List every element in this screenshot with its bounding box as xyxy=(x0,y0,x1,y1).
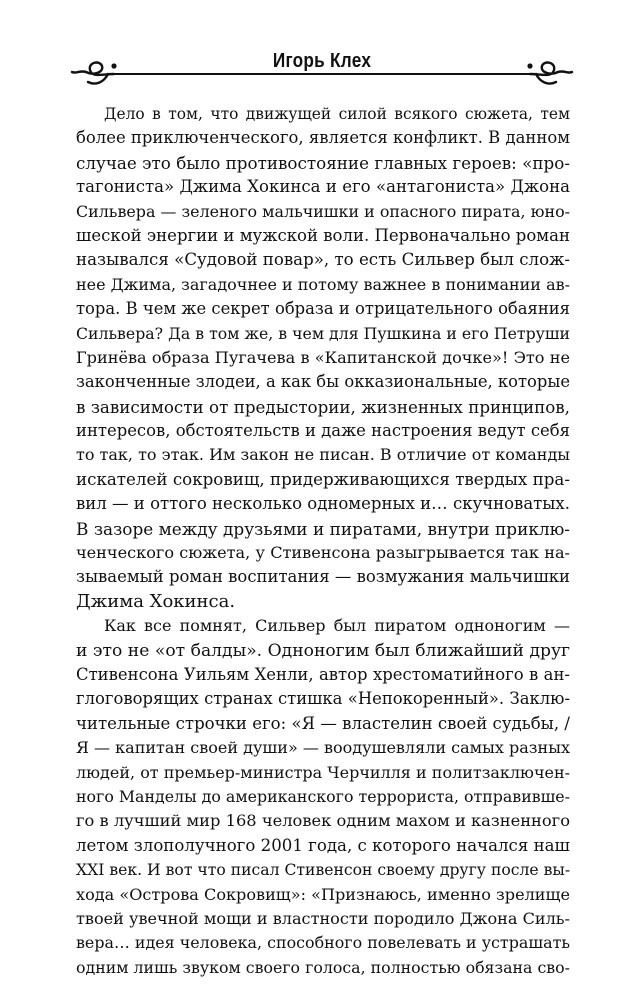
text-line: нее Джима, загадочнее и потому важнее в понимании ав- xyxy=(76,274,570,294)
text-line: твоей увечной мощи и властности породило Джона Силь- xyxy=(76,908,570,928)
text-line: зываемый роман воспитания — возмужания мальчишки xyxy=(76,567,570,587)
text-line: хода «Острова Сокровищ»: «Признаюсь, именно зрелище xyxy=(76,884,570,904)
text-line: шеской энергии и мужской воли. Первоначально роман xyxy=(76,225,570,245)
text-line: XXI век. И вот что писал Стивенсон своему другу после вы- xyxy=(76,861,571,880)
body-text xyxy=(76,102,570,980)
text-line: законченные злодеи, а как бы окказиональные, которые xyxy=(76,372,570,392)
text-line: людей, от премьер-министра Черчилля и политзаключен- xyxy=(76,762,570,782)
text-line: ного Манделы до американского террориста, отправивше- xyxy=(76,786,570,806)
text-line: Сильвера? Да в том же, в чем для Пушкина и его Петруши xyxy=(76,323,570,343)
page-header xyxy=(68,44,576,96)
text-line: Стивенсона Уильям Хенли, автор хрестоматийного в ан- xyxy=(76,664,570,684)
text-line: интересов, обстоятельств и даже настроения ведут себя xyxy=(76,421,570,441)
paragraph-1 xyxy=(76,102,570,614)
text-line: назывался «Судовой повар», то есть Сильвер был слож- xyxy=(76,250,570,270)
text-line: Как все помнят, Сильвер был пиратом одноногим — xyxy=(104,616,570,636)
text-line: глоговорящих странах стишка «Непокоренный». Заклю- xyxy=(76,689,570,709)
text-line: более приключенческого, является конфликт. В данном xyxy=(76,128,570,148)
text-line: одним лишь звуком своего голоса, полностью обязана сво- xyxy=(76,957,570,977)
text-line: вил — и оттого несколько одномерных и… скучноватых. xyxy=(76,494,570,514)
text-line: то так, то этак. Им закон не писан. В отличие от команды xyxy=(76,445,570,465)
text-line: искателей сокровищ, придерживающихся твердых пра- xyxy=(76,469,570,489)
text-line: Сильвера — зеленого мальчишки и опасного пирата, юно- xyxy=(76,201,570,221)
text-line: Джима Хокинса. xyxy=(76,590,236,612)
text-line: го в лучший мир 168 человек одним махом и казненного xyxy=(76,811,570,831)
text-line: в зависимости от предыстории, жизненных принципов, xyxy=(76,396,570,417)
text-line: тора. В чем же секрет образа и отрицательного обаяния xyxy=(76,299,570,319)
paragraph-2 xyxy=(76,614,570,980)
text-line: Дело в том, что движущей силой всякого сюжета, тем xyxy=(104,105,570,123)
text-line: случае это было противостояние главных героев: «про- xyxy=(76,152,570,173)
text-line: тагониста» Джима Хокинса и его «антагониста» Джона xyxy=(76,177,570,197)
text-line: летом злополучного 2001 года, с которого начался наш xyxy=(76,835,570,855)
text-line: Гринёва образа Пугачева в «Капитанской дочке»! Это не xyxy=(76,347,570,367)
text-line: вера… идея человека, способного повелевать и устрашать xyxy=(76,933,570,953)
text-line: В зазоре между друзьями и пиратами, внутри приклю- xyxy=(76,518,570,539)
running-title: Игорь Клех xyxy=(272,50,372,72)
text-line: чительные строчки его: «Я — властелин своей судьбы, / xyxy=(76,713,570,733)
text-line: и это не «от балды». Одноногим был ближайший друг xyxy=(76,640,570,661)
text-line: ченческого сюжета, у Стивенсона разыгрывается так на- xyxy=(76,543,570,563)
text-line: Я — капитан своей души» — воодушевляли самых разных xyxy=(76,738,570,758)
